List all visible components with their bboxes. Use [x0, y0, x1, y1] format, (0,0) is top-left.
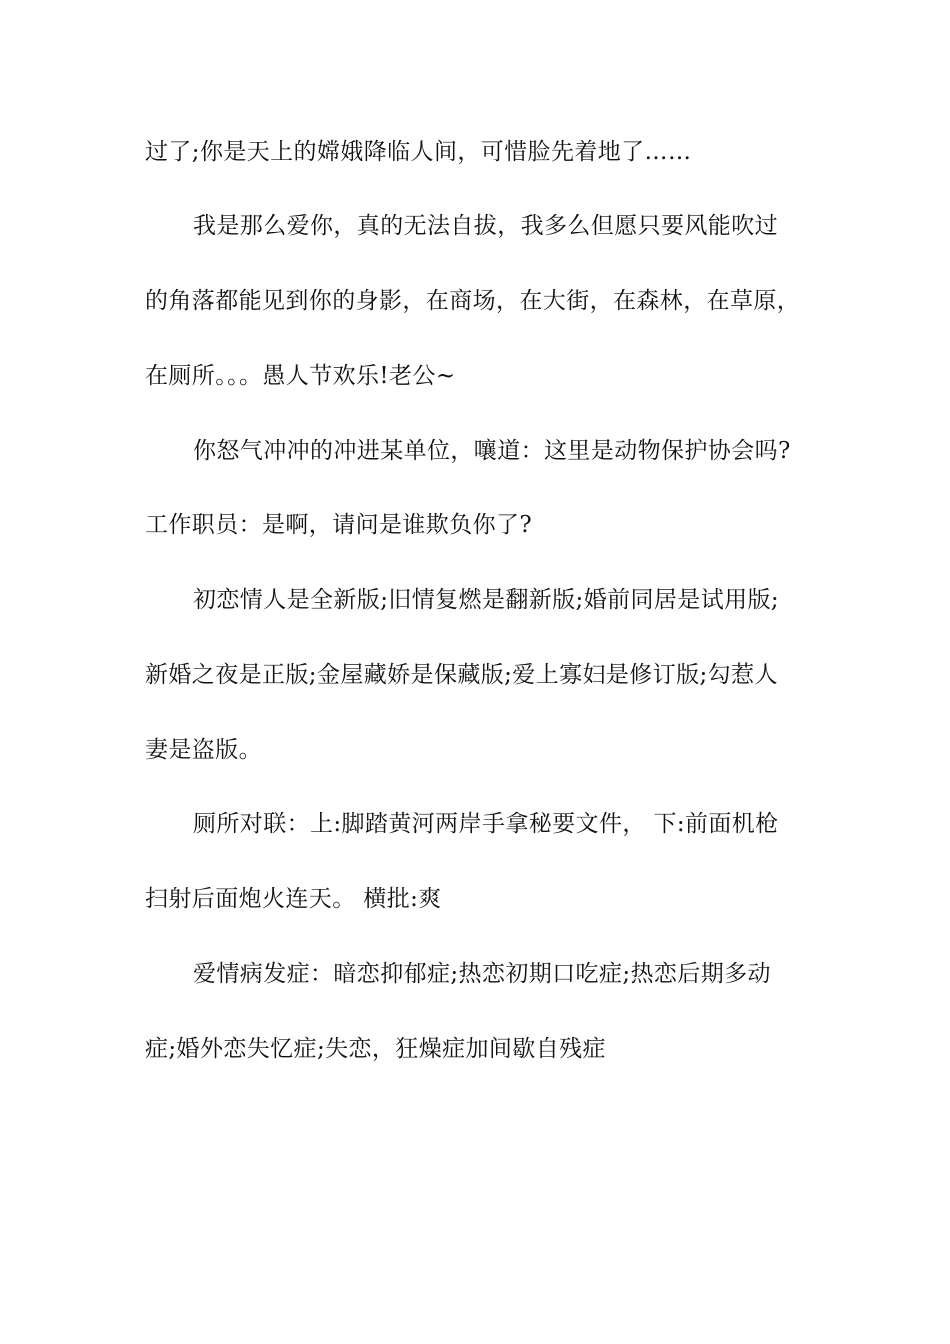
text-line: 在厕所。。。愚人节欢乐!老公~	[145, 363, 456, 389]
text-line: 妻是盗版。	[145, 737, 262, 763]
paragraph-start-line: 初恋情人是全新版;旧情复燃是翻新版;婚前同居是试用版;	[193, 587, 780, 613]
paragraph-start-line: 厕所对联：上:脚踏黄河两岸手拿秘要文件， 下:前面机枪	[193, 811, 779, 837]
paragraph-start-line: 你怒气冲冲的冲进某单位，嚷道：这里是动物保护协会吗?	[193, 438, 791, 464]
text-line: 新婚之夜是正版;金屋藏娇是保藏版;爱上寡妇是修订版;勾惹人	[145, 662, 778, 688]
text-line: 的角落都能见到你的身影，在商场，在大街，在森林，在草原，	[145, 288, 801, 314]
paragraph-start-line: 我是那么爱你，真的无法自拔，我多么但愿只要风能吹过	[193, 213, 778, 239]
text-line: 症;婚外恋失忆症;失恋，狂燥症加间歇自残症	[145, 1036, 606, 1062]
paragraph-start-line: 爱情病发症：暗恋抑郁症;热恋初期口吃症;热恋后期多动	[193, 961, 771, 987]
text-line: 工作职员：是啊，请问是谁欺负你了?	[145, 512, 533, 538]
text-line: 过了;你是天上的嫦娥降临人间，可惜脸先着地了……	[145, 139, 692, 165]
text-line: 扫射后面炮火连天。 横批:爽	[145, 886, 442, 912]
